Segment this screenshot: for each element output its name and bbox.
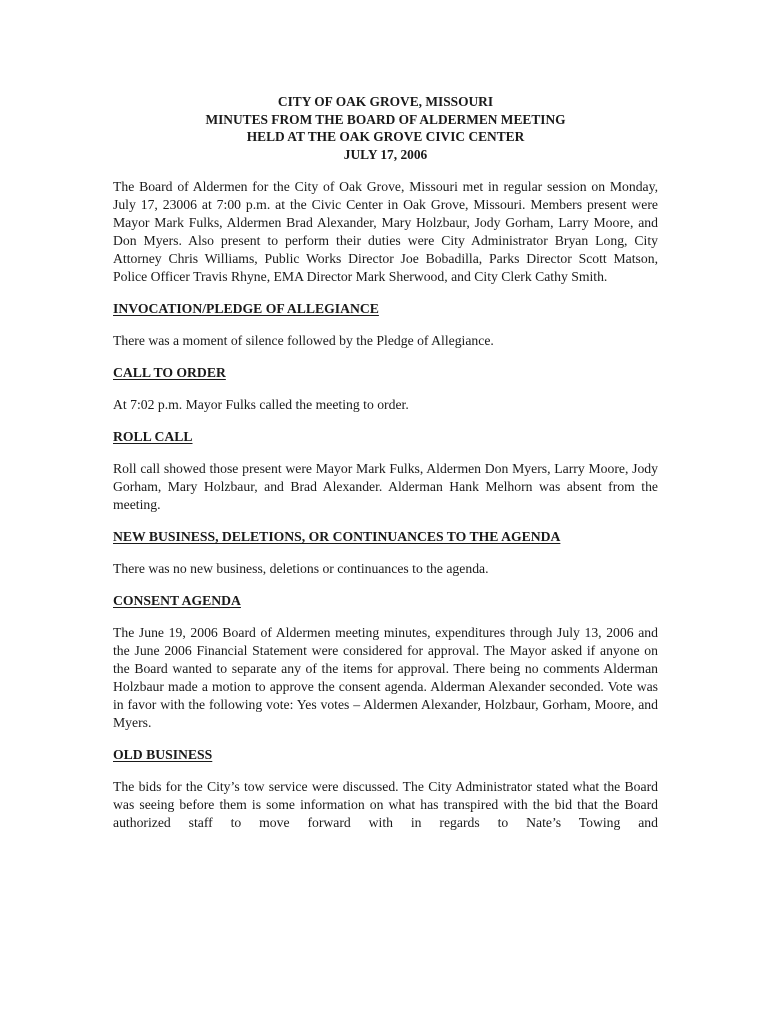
- title-city: CITY OF OAK GROVE, MISSOURI: [277, 94, 494, 109]
- new-business-text: There was no new business, deletions or continuances to the agenda.: [113, 561, 489, 576]
- heading-call-to-order: CALL TO ORDER: [113, 365, 226, 380]
- heading-old-business: OLD BUSINESS: [113, 747, 213, 762]
- invocation-text: There was a moment of silence followed by the Pledge of Allegiance.: [113, 333, 494, 348]
- consent-agenda-text: The June 19, 2006 Board of Aldermen meeting minutes, expenditures through July 13, 2006 and the June 2006 Financial Statement were considered for approval. The Mayor asked if anyone on the Board wanted to separate any of the items for approval. There being no comments Alderman Holzbaur made a motion to approve the consent agenda. Alderman Alexander seconded. Vote was in favor with the following vote: Yes votes – Aldermen Alexander, Holzbaur, Gorham, Moore, and Myers.: [113, 625, 658, 730]
- heading-new-business: NEW BUSINESS, DELETIONS, OR CONTINUANCES TO THE AGENDA: [113, 529, 561, 544]
- title-date: JULY 17, 2006: [343, 146, 428, 162]
- document-title: [113, 93, 658, 163]
- heading-invocation: INVOCATION/PLEDGE OF ALLEGIANCE: [113, 301, 379, 316]
- roll-call-text: Roll call showed those present were Mayor Mark Fulks, Aldermen Don Myers, Larry Moore, Jody Gorham, Mary Holzbaur, and Brad Alexander. Alderman Hank Melhorn was absent from the meeting.: [113, 461, 658, 512]
- document-page: [113, 93, 658, 832]
- title-minutes: MINUTES FROM THE BOARD OF ALDERMEN MEETING: [205, 111, 566, 127]
- heading-consent-agenda: CONSENT AGENDA: [113, 593, 241, 608]
- call-to-order-text: At 7:02 p.m. Mayor Fulks called the meeting to order.: [113, 397, 409, 412]
- old-business-text: The bids for the City’s tow service were discussed. The City Administrator stated what the Board was seeing before them is some information on what has transpired with the bid that the Board authorized staff to move forward with in regards to Nate’s Towing and: [113, 779, 658, 830]
- heading-roll-call: ROLL CALL: [113, 429, 193, 444]
- title-location: HELD AT THE OAK GROVE CIVIC CENTER: [246, 129, 525, 144]
- intro-paragraph: The Board of Aldermen for the City of Oak Grove, Missouri met in regular session on Monday, July 17, 23006 at 7:00 p.m. at the Civic Center in Oak Grove, Missouri. Members present were Mayor Mark Fulks, Aldermen Brad Alexander, Mary Holzbaur, Jody Gorham, Larry Moore, and Don Myers. Also present to perform their duties were City Administrator Bryan Long, City Attorney Chris Williams, Public Works Director Joe Bobadilla, Parks Director Scott Matson, Police Officer Travis Rhyne, EMA Director Mark Sherwood, and City Clerk Cathy Smith.: [113, 179, 658, 284]
